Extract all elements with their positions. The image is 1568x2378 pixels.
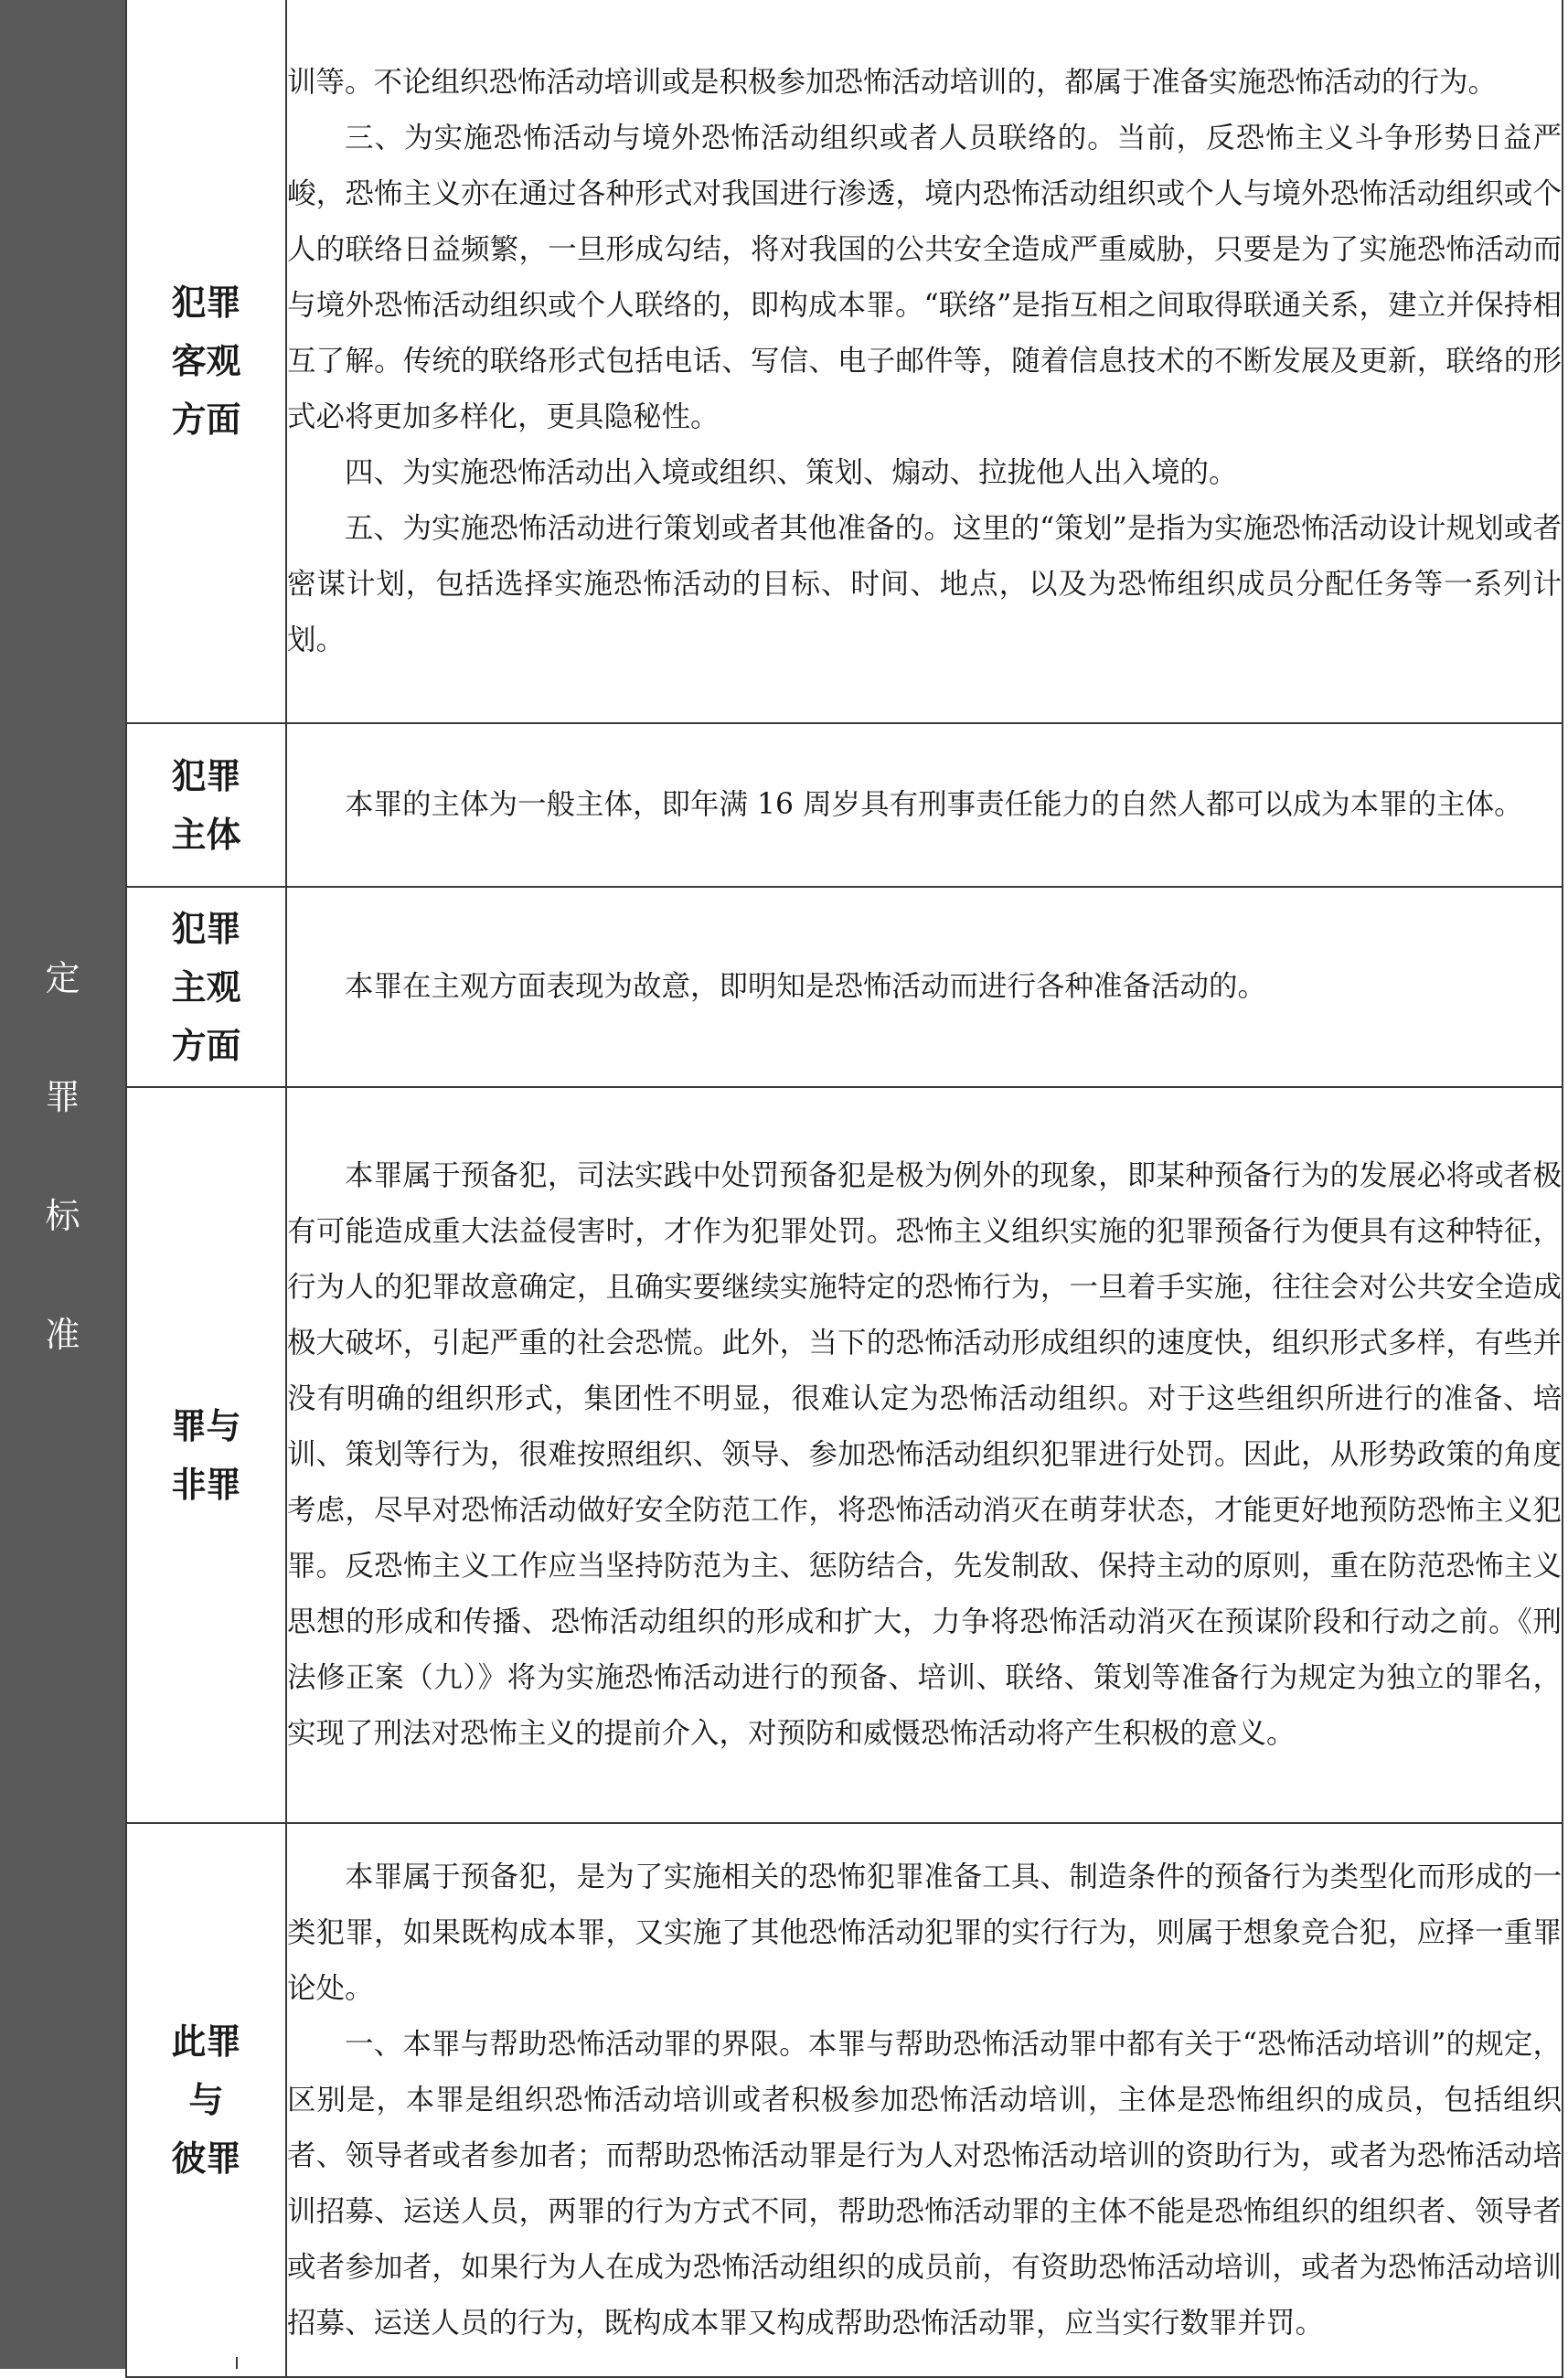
category-line: 犯罪 xyxy=(171,283,241,323)
row-content xyxy=(286,1823,1563,2377)
side-label-char: 标 xyxy=(45,1196,80,1236)
paragraph: 三、为实施恐怖活动与境外恐怖活动组织或者人员联络的。当前，反恐怖主义斗争形势日益严峻，恐怖主义亦在通过各种形式对我国进行渗透，境内恐怖活动组织或个人与境外恐怖活动组织或个人的联络日益频繁，一旦形成勾结，将对我国的公共安全造成严重威胁，只要是为了实施恐怖活动而与境外恐怖活动组织或个人联络的，即构成本罪。“联络”是指互相之间取得联通关系，建立并保持相互了解。传统的联络形式包括电话、写信、电子邮件等，随着信息技术的不断发展及更新，联络的形式必将更加多样化，更具隐秘性。 xyxy=(287,121,1562,433)
category-line: 此罪 xyxy=(171,2021,241,2062)
row-category xyxy=(126,723,286,887)
category-line: 非罪 xyxy=(171,1464,241,1505)
table-row xyxy=(126,1087,1563,1823)
side-label-char: 定 xyxy=(45,958,80,998)
category-line: 方面 xyxy=(171,1025,241,1066)
category-line: 客观 xyxy=(171,341,241,381)
paragraph: 本罪属于预备犯，是为了实施相关的恐怖犯罪准备工具、制造条件的预备行为类型化而形成的一类犯罪，如果既构成本罪，又实施了其他恐怖活动犯罪的实行行为，则属于想象竞合犯，应择一重罪论处。 xyxy=(287,1860,1562,2005)
category-line: 主体 xyxy=(171,814,241,855)
side-label-char: 准 xyxy=(45,1315,80,1355)
category-line: 主观 xyxy=(171,966,241,1008)
row-content xyxy=(286,723,1563,887)
row-category xyxy=(126,887,286,1087)
paragraph: 四、为实施恐怖活动出入境或组织、策划、煽动、拉拢他人出入境的。 xyxy=(345,455,1238,489)
side-label-char: 罪 xyxy=(45,1077,80,1117)
row-category xyxy=(126,0,286,723)
row-content xyxy=(286,887,1563,1087)
category-line: 犯罪 xyxy=(171,755,241,796)
row-content xyxy=(286,1087,1563,1823)
side-category-column xyxy=(0,0,125,2369)
table-row xyxy=(126,0,1563,723)
category-line: 犯罪 xyxy=(171,908,241,949)
paragraph: 本罪在主观方面表现为故意，即明知是恐怖活动而进行各种准备活动的。 xyxy=(345,970,1267,1003)
category-line: 罪与 xyxy=(171,1405,241,1446)
paragraph: 五、为实施恐怖活动进行策划或者其他准备的。这里的“策划”是指为实施恐怖活动设计规划或者密谋计划，包括选择实施恐怖活动的目标、时间、地点，以及为恐怖组织成员分配任务等一系列计划。 xyxy=(287,511,1562,656)
category-line: 彼罪 xyxy=(171,2138,241,2179)
category-line: 方面 xyxy=(171,400,241,440)
category-line: 与 xyxy=(188,2080,224,2120)
table-row xyxy=(126,723,1563,887)
criteria-table xyxy=(125,0,1563,2378)
paragraph: 一、本罪与帮助恐怖活动罪的界限。本罪与帮助恐怖活动罪中都有关于“恐怖活动培训”的规定，区别是，本罪是组织恐怖活动培训或者积极参加恐怖活动培训，主体是恐怖组织的成员，包括组织者、领导者或者参加者；而帮助恐怖活动罪是行为人对恐怖活动培训的资助行为，或者为恐怖活动培训招募、运送人员，两罪的行为方式不同，帮助恐怖活动罪的主体不能是恐怖组织的组织者、领导者或者参加者，如果行为人在成为恐怖活动组织的成员前，有资助恐怖活动培训，或者为恐怖活动培训招募、运送人员的行为，既构成本罪又构成帮助恐怖活动罪，应当实行数罪并罚。 xyxy=(287,2027,1562,2340)
table-row xyxy=(126,887,1563,1087)
paragraph: 本罪属于预备犯，司法实践中处罚预备犯是极为例外的现象，即某种预备行为的发展必将或者极有可能造成重大法益侵害时，才作为犯罪处罚。恐怖主义组织实施的犯罪预备行为便具有这种特征，行为人的犯罪故意确定，且确实要继续实施特定的恐怖行为，一旦着手实施，往往会对公共安全造成极大破坏，引起严重的社会恐慌。此外，当下的恐怖活动形成组织的速度快，组织形式多样，有些并没有明确的组织形式，集团性不明显，很难认定为恐怖活动组织。对于这些组织所进行的准备、培训、策划等行为，很难按照组织、领导、参加恐怖活动组织犯罪进行处罚。因此，从形势政策的角度考虑，尽早对恐怖活动做好安全防范工作，将恐怖活动消灭在萌芽状态，才能更好地预防恐怖主义犯罪。反恐怖主义工作应当坚持防范为主、惩防结合，先发制敌、保持主动的原则，重在防范恐怖主义思想的形成和传播、恐怖活动组织的形成和扩大，力争将恐怖活动消灭在预谋阶段和行动之前。《刑法修正案（九）》将为实施恐怖活动进行的预备、培训、联络、策划等准备行为规定为独立的罪名，实现了刑法对恐怖主义的提前介入，对预防和威慑恐怖活动将产生积极的意义。 xyxy=(287,1159,1562,1750)
row-content xyxy=(286,0,1563,723)
paragraph: 本罪的主体为一般主体，即年满 16 周岁具有刑事责任能力的自然人都可以成为本罪的主体。 xyxy=(345,788,1523,821)
row-category xyxy=(126,1087,286,1823)
table-row xyxy=(126,1823,1563,2377)
paragraph: 训等。不论组织恐怖活动培训或是积极参加恐怖活动培训的，都属于准备实施恐怖活动的行为。 xyxy=(287,65,1498,99)
table-continuation-mark xyxy=(236,2357,238,2369)
row-category xyxy=(126,1823,286,2377)
